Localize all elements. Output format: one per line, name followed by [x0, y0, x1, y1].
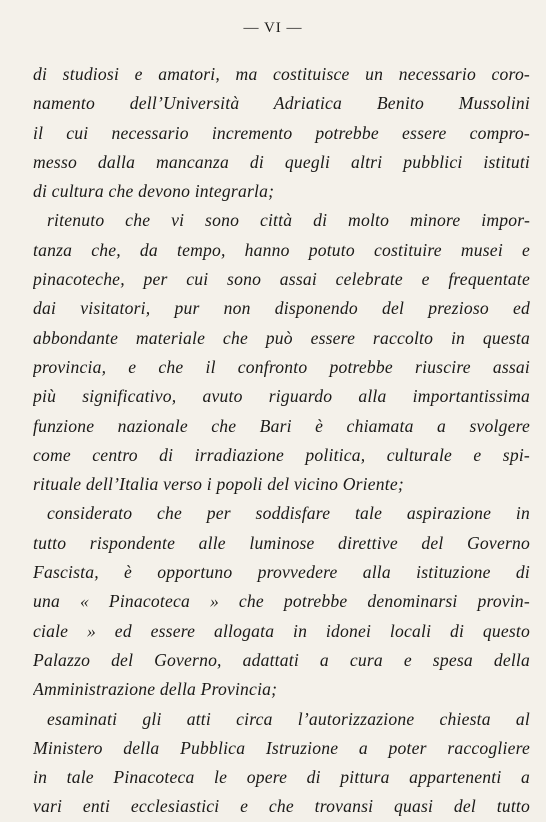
text-line: ciale » ed essere allogata in idonei locali di questo: [33, 620, 530, 641]
text-line: funzione nazionale che Bari è chiamata a svolgere: [33, 415, 530, 436]
text-line: pinacoteche, per cui sono assai celebrate e frequentate: [33, 269, 530, 290]
text-line: Fascista, è opportuno provvedere alla istituzione di: [33, 562, 530, 583]
text-line: tanza che, da tempo, hanno potuto costituire musei e: [33, 239, 530, 260]
text-line: provincia, e che il confronto potrebbe riuscire assai: [33, 356, 530, 377]
page-number-header: — VI —: [243, 20, 303, 36]
text-line: messo dalla mancanza di quegli altri pubblici istituti: [33, 151, 530, 172]
text-line: come centro di irradiazione politica, culturale e spi-: [33, 444, 530, 465]
text-line: tutto rispondente alle luminose direttive del Governo: [33, 532, 530, 553]
text-line: di cultura che devono integrarla;: [33, 181, 275, 202]
text-line: considerato che per soddisfare tale aspirazione in: [47, 503, 530, 524]
text-line: Ministero della Pubblica Istruzione a poter raccogliere: [33, 737, 530, 758]
text-line: il cui necessario incremento potrebbe essere compro-: [33, 122, 530, 143]
text-line: abbondante materiale che può essere raccolto in questa: [33, 327, 530, 348]
text-line: esaminati gli atti circa l’autorizzazione chiesta al: [47, 708, 530, 729]
text-line: una « Pinacoteca » che potrebbe denominarsi provin-: [33, 591, 530, 612]
text-line: dai visitatori, pur non disponendo del prezioso ed: [33, 298, 530, 319]
text-line: rituale dell’Italia verso i popoli del vicino Oriente;: [33, 474, 404, 495]
text-line: namento dell’Università Adriatica Benito Mussolini: [33, 93, 530, 114]
text-line: in tale Pinacoteca le opere di pittura appartenenti a: [33, 767, 530, 788]
text-line: vari enti ecclesiastici e che trovansi quasi del tutto: [33, 796, 530, 817]
text-line: Amministrazione della Provincia;: [33, 679, 278, 700]
text-line: ritenuto che vi sono città di molto minore impor-: [47, 210, 530, 231]
text-line: Palazzo del Governo, adattati a cura e spesa della: [33, 649, 530, 670]
body-text: [33, 60, 530, 822]
text-line: più significativo, avuto riguardo alla importantissima: [33, 386, 530, 407]
text-line: di studiosi e amatori, ma costituisce un necessario coro-: [33, 64, 530, 84]
